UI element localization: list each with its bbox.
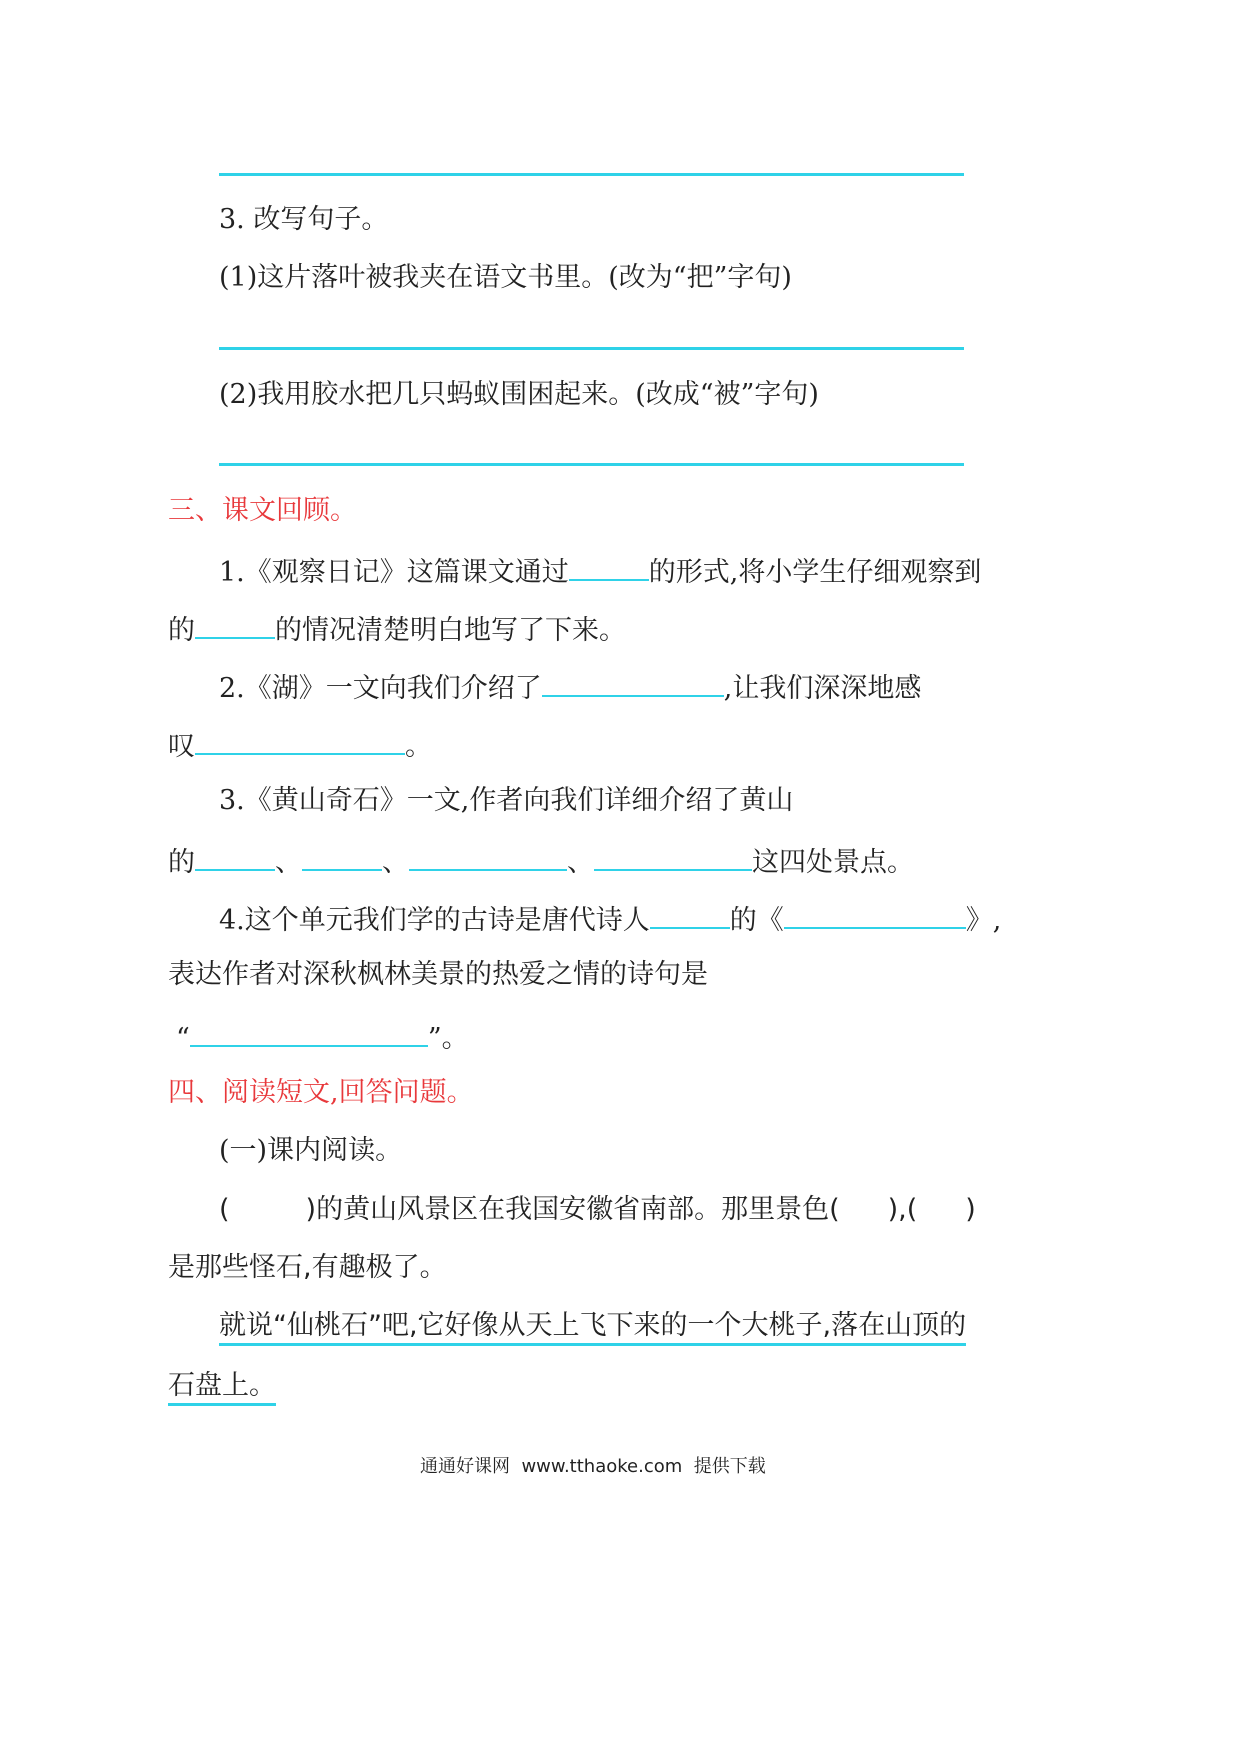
review-question-1-line1: 1.《观察日记》这篇课文通过 的形式,将小学生仔细观察到 (219, 549, 981, 593)
answer-line (219, 347, 964, 350)
answer-line (219, 463, 964, 466)
underlined-sentence: 就说“仙桃石”吧,它好像从天上飞下来的一个大桃子,落在山顶的 (219, 1310, 966, 1346)
review-question-1-line2: 的 的情况清楚明白地写了下来。 (168, 607, 626, 651)
review-question-3-line1: 3.《黄山奇石》一文,作者向我们详细介绍了黄山 (219, 785, 794, 816)
fill-blank[interactable] (302, 839, 382, 871)
subsection-reading-1: (一)课内阅读。 (219, 1135, 403, 1166)
fill-blank[interactable] (784, 897, 966, 929)
review-question-3-line2: 的 、 、 、 这四处景点。 (168, 839, 914, 883)
underlined-sentence: 石盘上。 (168, 1370, 276, 1406)
fill-blank[interactable] (195, 839, 275, 871)
fill-blank[interactable] (569, 549, 649, 581)
passage-paragraph-2-line1 (219, 1306, 966, 1346)
section-heading-4: 四、阅读短文,回答问题。 (168, 1077, 474, 1108)
fill-blank[interactable] (542, 665, 724, 697)
page-footer: 通通好课网 www.tthaoke.com 提供下载 (420, 1456, 766, 1477)
review-question-4-line3: “ ”。 (176, 1015, 469, 1059)
fill-blank[interactable] (195, 723, 405, 755)
review-question-2-line1: 2.《湖》一文向我们介绍了 ,让我们深深地感 (219, 665, 921, 709)
fill-blank[interactable] (594, 839, 752, 871)
section-heading-3: 三、课文回顾。 (168, 495, 357, 526)
review-question-4-line2: 表达作者对深秋枫林美景的热爱之情的诗句是 (168, 959, 708, 990)
passage-paragraph-2-line2 (168, 1366, 276, 1406)
question-3-title: 3. 改写句子。 (219, 204, 389, 235)
question-3-1: (1)这片落叶被我夹在语文书里。(改为“把”字句) (219, 262, 792, 293)
fill-blank[interactable] (195, 607, 275, 639)
answer-line (219, 173, 964, 176)
review-question-2-line2: 叹 。 (168, 723, 432, 767)
fill-blank[interactable] (190, 1015, 428, 1047)
fill-blank[interactable] (650, 897, 730, 929)
question-3-2: (2)我用胶水把几只蚂蚁围困起来。(改成“被”字句) (219, 379, 819, 410)
passage-paragraph-1-line1: ( )的黄山风景区在我国安徽省南部。那里景色( ),( ) (219, 1194, 976, 1225)
review-question-4-line1: 4.这个单元我们学的古诗是唐代诗人 的《 》, (219, 897, 1001, 941)
fill-blank[interactable] (409, 839, 567, 871)
passage-paragraph-1-line2: 是那些怪石,有趣极了。 (168, 1252, 447, 1283)
